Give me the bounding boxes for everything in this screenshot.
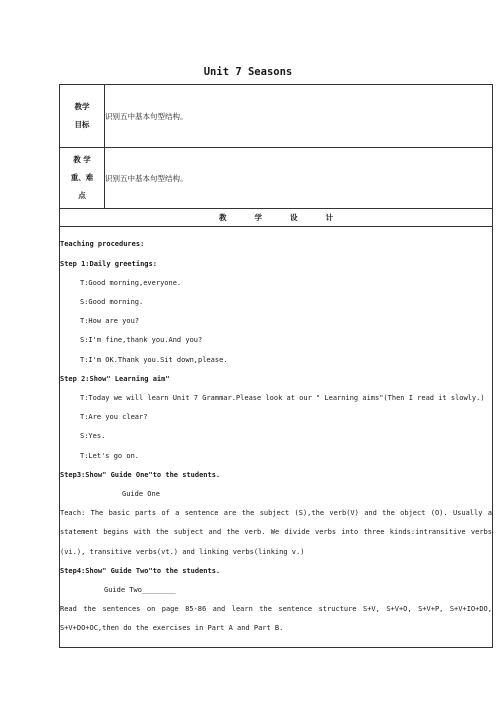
teaching-goal-row [60,85,493,148]
key-label-line-1: 教 学 [73,155,91,164]
step4-heading: Step4:Show" Guide Two"to the students. [60,566,221,575]
goal-label-line-1: 教学 [74,102,90,111]
dialogue-line: T:How are you? [80,317,140,326]
dialogue-line: S:I'm fine,thank you.And you? [80,336,203,345]
design-header-row [60,209,493,227]
teaching-goal-value: 识别五中基本句型结构。 [105,85,493,148]
key-label-line-2: 重、难 [70,173,94,182]
guide-one-label: Guide One [122,490,160,498]
guide-two-label [60,581,492,600]
key-points-label [60,148,105,209]
read-paragraph: Read the sentences on page 85-86 and learn the sentence structure S+V, S+V+O, S+V+P, S+V+IO+DO, S+V+DO+OC,then do the exercises in Part A and Part B. [60,605,492,633]
lesson-plan-table [59,84,493,648]
header-char-4: 计 [325,213,333,222]
dialogue-line: T:Are you clear? [80,413,148,422]
header-char-3: 设 [290,213,298,222]
guide-two-blank: ________ [141,586,176,595]
dialogue-line: T:Good morning,everyone. [80,278,182,287]
procedures-cell [60,227,493,648]
step2-heading: Step 2:Show" Learning aim" [60,374,170,383]
document-title: Unit 7 Seasons [203,66,293,78]
dialogue-line: S:Good morning. [80,297,144,306]
teaching-goal-label [60,85,105,148]
dialogue-line: T:Today we will learn Unit 7 Grammar.Please look at our " Learning aims"(Then I read it slowly.) [80,393,485,402]
design-header [60,209,493,227]
step1-heading: Step 1:Daily greetings: [60,259,157,268]
header-char-2: 学 [254,213,262,222]
key-label-line-3: 点 [78,191,86,200]
procedures-heading: Teaching procedures: [60,240,145,249]
key-points-row [60,148,493,209]
header-char-1: 教 [219,213,227,222]
dialogue-line: T:Let's go on. [80,451,140,460]
key-points-value: 识别五中基本句型结构。 [105,148,493,209]
step3-heading: Step3:Show" Guide One"to the students. [60,470,221,479]
goal-label-line-2: 目标 [74,120,90,129]
guide-two-text: Guide Two [104,586,142,595]
dialogue-line: T:I'm OK.Thank you.Sit down,please. [80,355,228,364]
procedures-row [60,227,493,648]
dialogue-line: S:Yes. [80,432,106,441]
teach-paragraph: Teach: The basic parts of a sentence are the subject (S),the verb(V) and the object (O). Usually a statement begins with the subject and the verb. We divide verbs into three kinds:intransitive verbs (vi.), transitive verbs(vt.) and linking verbs(linking v.) [60,509,492,556]
